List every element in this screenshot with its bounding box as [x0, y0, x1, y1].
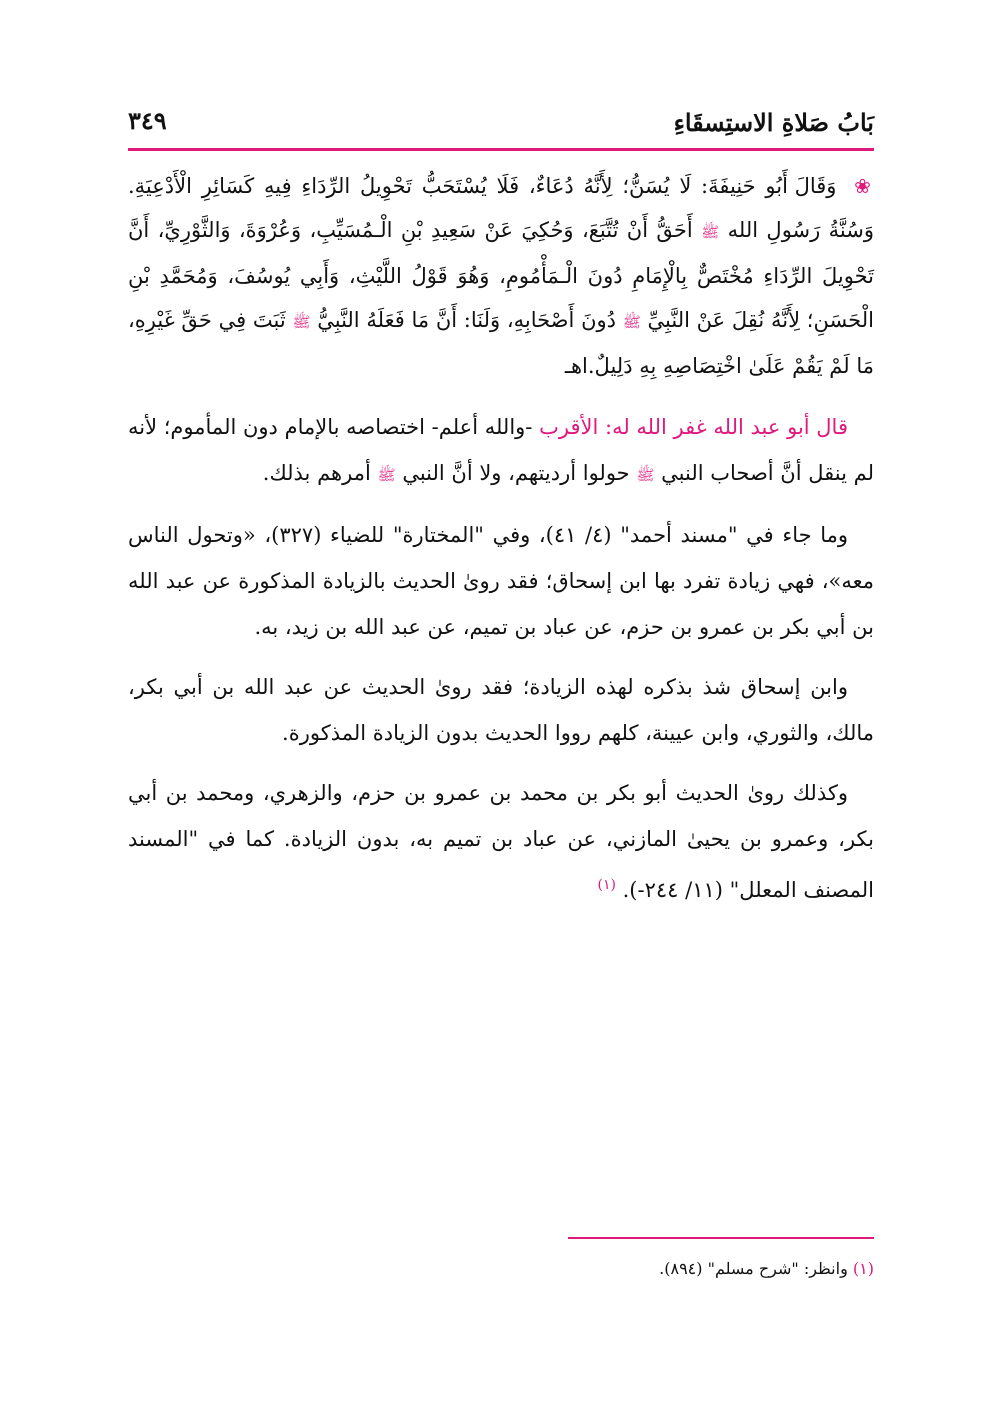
honorific-icon: ﷺ: [377, 466, 396, 484]
honorific-icon: ﷺ: [701, 223, 720, 241]
paragraph-text: وابن إسحاق شذ بذكره لهذه الزيادة؛ فقد رویٰ الحديث عن عبد الله بن أبي بكر، مالك، والثوري، وابن عيينة، كلهم رووا الحديث بدون الزيادة المذكورة.: [128, 675, 874, 745]
quote-text-2: أَحَقُّ أَنْ تُتَّبَعَ، وَحُكِيَ عَنْ سَعِيدِ بْنِ الْـمُسَيِّبِ، وَعُرْوَةَ، وَالثَّوْرِيِّ، أَنَّ تَحْوِيلَ الرِّدَاءِ مُخْتَصٌّ بِالْإِمَامِ دُونَ الْـمَأْمُومِ، وَهُوَ قَوْلُ اللَّيْثِ، وَأَبِي يُوسُفَ، وَمُحَمَّدِ بْنِ الْحَسَنِ؛ لِأَنَّهُ نُقِلَ عَنْ النَّبِيِّ: [128, 218, 874, 332]
paragraph-ibn-ishaq: [128, 664, 874, 756]
paragraph-text: حولوا أرديتهم، ولا أنَّ النبي: [402, 461, 630, 485]
conclusion-label: الأقرب: [539, 415, 599, 439]
paragraph-text: -والله أعلم- اختصاصه بالإمام دون المأموم؛ لأنه لم ينقل أنَّ أصحاب النبي: [128, 415, 874, 485]
flower-icon: ❀: [854, 174, 874, 198]
honorific-icon: ﷺ: [292, 313, 311, 331]
page-header: [128, 100, 874, 151]
footnote: [130, 1256, 874, 1282]
paragraph-text: وكذلك رویٰ الحديث أبو بكر بن محمد بن عمرو بن حزم، والزهري، ومحمد بن أبي بكر، وعمرو بن يحيىٰ المازني، عن عباد بن تميم به، بدون الزيادة. كما في "المسند المصنف المعلل" (١١/ ٢٤٤-).: [128, 781, 874, 902]
page-content: [128, 164, 874, 927]
footnote-reference[interactable]: (١): [597, 877, 616, 893]
author-label: قال أبو عبد الله غفر الله له:: [605, 415, 848, 439]
paragraph-author-comment: [128, 404, 874, 498]
quoted-passage: [128, 164, 874, 388]
footnote-number: (١): [852, 1259, 874, 1278]
quote-text-3: دُونَ أَصْحَابِهِ، وَلَنَا: أَنَّ مَا فَعَلَهُ النَّبِيُّ: [317, 308, 616, 332]
paragraph-musnad: [128, 512, 874, 650]
footnote-text: وانظر: "شرح مسلم" (٨٩٤).: [659, 1259, 848, 1278]
honorific-icon: ﷺ: [636, 466, 655, 484]
footnote-separator: [568, 1237, 874, 1239]
quote-text-1: وَقَالَ أَبُو حَنِيفَةَ: لَا يُسَنُّ؛ لِأَنَّهُ دُعَاءٌ، فَلَا يُسْتَحَبُّ تَحْوِيلُ الرِّدَاءِ فِيهِ كَسَائِرِ الْأَدْعِيَةِ. وَسُنَّةُ رَسُولِ الله: [128, 174, 874, 242]
paragraph-text: وما جاء في "مسند أحمد" (٤/ ٤١)، وفي "المختارة" للضياء (٣٢٧)، «وتحول الناس معه»، فهي زيادة تفرد بها ابن إسحاق؛ فقد رویٰ الحديث بالزيادة المذكورة عن عبد الله بن أبي بكر بن عمرو بن حزم، عن عباد بن تميم، عن عبد الله بن زيد، به.: [128, 523, 874, 639]
paragraph-other-narrations: [128, 770, 874, 913]
paragraph-text: أمرهم بذلك.: [262, 461, 371, 485]
honorific-icon: ﷺ: [622, 313, 641, 331]
page-number: ٣٤٩: [128, 106, 167, 135]
quote-text-4: ثَبَتَ فِي حَقِّ غَيْرِهِ، مَا لَمْ يَقُمْ عَلَىٰ اخْتِصَاصِهِ بِهِ دَلِيلٌ.اهـ: [128, 308, 874, 378]
chapter-title: بَابُ صَلاةِ الاستِسقَاءِ: [673, 108, 874, 137]
